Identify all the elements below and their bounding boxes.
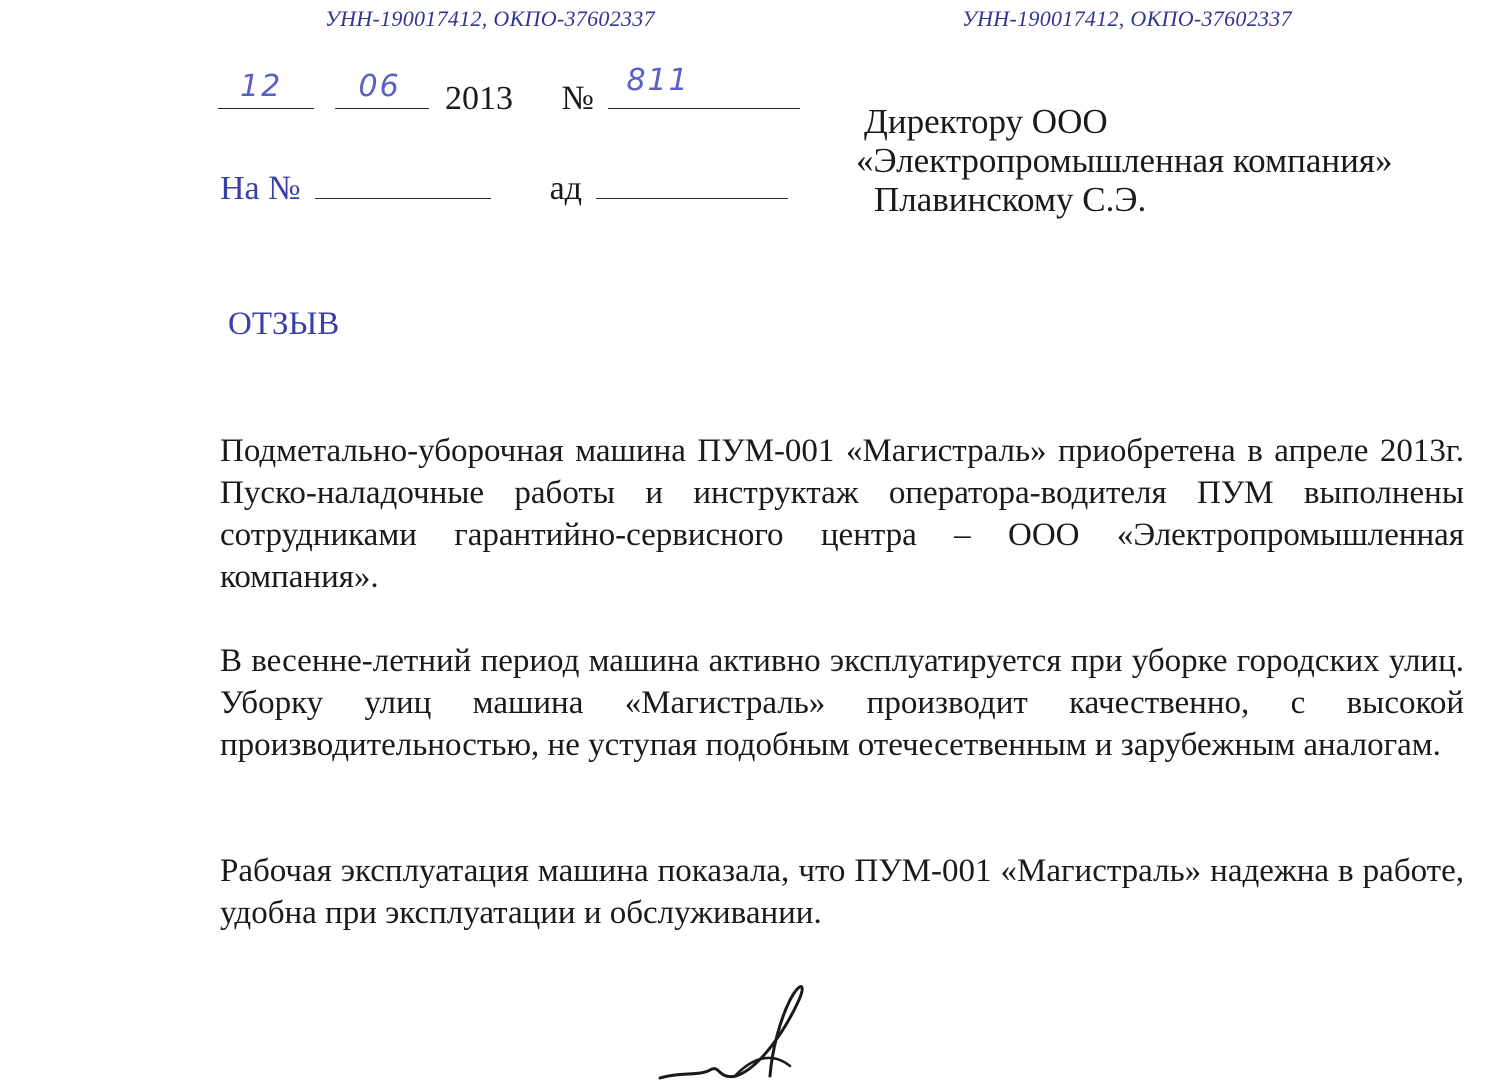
header-left-requisites: УНН-190017412, ОКПО-37602337 — [325, 6, 655, 31]
addressee-line-3: Плавинскому С.Э. — [874, 180, 1147, 219]
reference-row — [220, 168, 788, 208]
reference-from-label: ад — [549, 170, 582, 207]
addressee-line-2: «Электропромышленная компания» — [856, 141, 1393, 180]
date-day-field — [218, 69, 314, 109]
addressee-block — [856, 102, 1392, 219]
outgoing-number-handwritten: 811 — [626, 63, 690, 98]
date-month-field — [335, 69, 429, 109]
body-paragraph-3: Рабочая эксплуатация машина показала, что ПУМ-001 «Магистраль» надежна в работе, удобна при эксплуатации и обслуживании. — [220, 853, 1464, 931]
body-paragraph-1: Подметально-уборочная машина ПУМ-001 «Магистраль» приобретена в апреле 2013г. Пуско-наладочные работы и инструктаж оператора-водителя ПУМ выполнены сотрудниками гарантийно-сервисного центра – ООО «Электропромышленная компания». — [220, 433, 1464, 595]
date-month-handwritten: 06 — [358, 69, 401, 104]
body-paragraph-2: В весенне-летний период машина активно эксплуатируется при уборке городских улиц. Уборку улиц машина «Магистраль» производит качественно, с высокой производительностью, не уступая подобным отечесетвенным и зарубежным аналогам. — [220, 643, 1464, 763]
registration-date-row — [218, 63, 800, 118]
date-day-handwritten: 12 — [240, 69, 283, 104]
handwritten-signature-icon — [640, 980, 880, 1080]
outgoing-number-field — [608, 63, 800, 109]
date-year: 2013 — [445, 80, 513, 117]
addressee-line-1: Директору ООО — [864, 102, 1108, 141]
reference-number-label: На № — [220, 170, 301, 207]
reference-date-field — [596, 168, 788, 199]
number-label: № — [561, 80, 594, 117]
header-right-requisites: УНН-190017412, ОКПО-37602337 — [962, 6, 1292, 31]
reference-number-field — [315, 168, 491, 199]
document-title: ОТЗЫВ — [228, 306, 340, 342]
